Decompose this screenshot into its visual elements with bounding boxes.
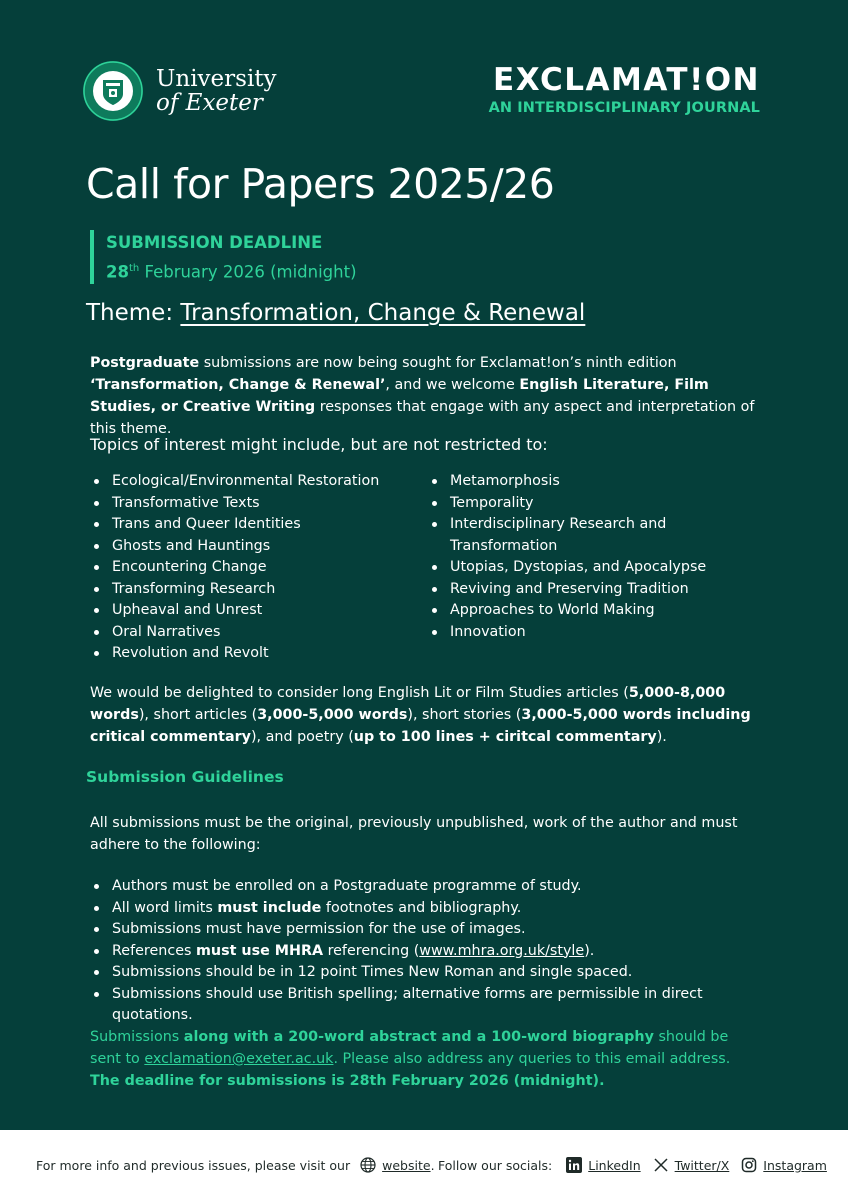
guidelines-heading: Submission Guidelines: [86, 768, 284, 786]
journal-name: EXCLAMAT!ON: [493, 62, 760, 98]
guideline-4-text-a: References: [112, 942, 196, 959]
topics-intro: Topics of interest might include, but are not restricted to:: [90, 435, 548, 454]
footer-info-suffix: .: [430, 1157, 435, 1173]
university-seal-icon: [82, 60, 144, 122]
guidelines-intro: All submissions must be the original, previously unpublished, work of the author and must adhere to the following:: [90, 815, 738, 853]
formats-bold-2: 5,000-8,000 words: [90, 685, 726, 723]
deadline-block: [90, 230, 357, 284]
formats-text-7: ), and poetry (: [250, 729, 354, 745]
list-item: Submissions must have permission for the use of images.: [90, 919, 770, 941]
intro-text-4: , and we welcome: [385, 377, 520, 393]
list-item: Innovation: [428, 622, 728, 644]
theme-line: [86, 300, 585, 326]
linkedin-link[interactable]: LinkedIn: [588, 1157, 641, 1173]
list-item: Oral Narratives: [90, 622, 410, 644]
list-item: Utopias, Dystopias, and Apocalypse: [428, 557, 728, 579]
list-item: Authors must be enrolled on a Postgraduate programme of study.: [90, 876, 770, 898]
submit-text-1: Submissions: [90, 1029, 184, 1045]
formats-bold-8: up to 100 lines + ciritcal commentary: [353, 729, 657, 745]
topics-list-right: [428, 471, 728, 643]
deadline-day-suffix: th: [128, 263, 140, 274]
submit-bold-2: along with a 200-word abstract and a 100-word biography: [183, 1029, 654, 1045]
formats-text-1: We would be delighted to consider long English Lit or Film Studies articles (: [90, 685, 629, 701]
submit-text-4: . Please also address any queries to this email address.: [333, 1051, 731, 1067]
formats-bold-6: 3,000-5,000 words including critical commentary: [90, 707, 751, 745]
university-name-line1: University: [156, 66, 277, 92]
list-item: Interdisciplinary Research and Transformation: [428, 514, 728, 557]
twitter-link[interactable]: Twitter/X: [674, 1157, 730, 1173]
guideline-4-text-d: ).: [584, 942, 595, 959]
guidelines-list: [90, 876, 770, 1027]
intro-bold-3: ‘Transformation, Change & Renewal’: [90, 377, 386, 393]
formats-paragraph: [90, 682, 760, 748]
footer-socials: [438, 1157, 827, 1173]
intro-text-2: submissions are now being sought for Exclamat!on’s ninth edition: [199, 355, 677, 371]
topics-list-left: [90, 471, 410, 665]
list-item: Ecological/Environmental Restoration: [90, 471, 410, 493]
guideline-4-text-c: referencing (: [323, 942, 420, 959]
guideline-4-bold: must use MHRA: [196, 942, 324, 959]
instagram-icon[interactable]: [741, 1157, 757, 1173]
university-name: [156, 67, 277, 115]
deadline-rest: February 2026 (midnight): [139, 262, 357, 282]
footer-info: [36, 1157, 435, 1173]
socials-text: Follow our socials:: [438, 1157, 553, 1173]
list-item: Trans and Queer Identities: [90, 514, 410, 536]
intro-paragraph: [90, 352, 760, 440]
list-item: Transforming Research: [90, 579, 410, 601]
formats-text-9: ).: [656, 729, 667, 745]
list-item: Ghosts and Hauntings: [90, 536, 410, 558]
list-item: Temporality: [428, 493, 728, 515]
formats-text-3: ), short articles (: [138, 707, 258, 723]
list-item: [90, 898, 770, 920]
submission-note: [90, 1026, 760, 1092]
list-item: Submissions should be in 12 point Times New Roman and single spaced.: [90, 962, 770, 984]
deadline-day: 28: [106, 262, 129, 282]
formats-text-5: ), short stories (: [407, 707, 522, 723]
x-icon[interactable]: [653, 1157, 669, 1173]
list-item: Upheaval and Unrest: [90, 600, 410, 622]
page-title: Call for Papers 2025/26: [86, 160, 555, 208]
linkedin-icon[interactable]: [566, 1157, 582, 1173]
instagram-link[interactable]: Instagram: [763, 1157, 827, 1173]
deadline-heading: SUBMISSION DEADLINE: [106, 233, 323, 252]
intro-bold-1: Postgraduate: [90, 355, 200, 371]
university-logo: [82, 60, 277, 122]
list-item: Encountering Change: [90, 557, 410, 579]
website-link[interactable]: website: [382, 1157, 431, 1173]
list-item: Metamorphosis: [428, 471, 728, 493]
list-item: Submissions should use British spelling; alternative forms are permissible in direct quotations.: [90, 984, 770, 1027]
journal-logo: [489, 62, 760, 116]
list-item: Approaches to World Making: [428, 600, 728, 622]
university-name-line2: of Exeter: [156, 90, 263, 116]
footer: [0, 1130, 848, 1200]
deadline-date: [106, 256, 357, 286]
guideline-2-text-c: footnotes and bibliography.: [321, 899, 522, 916]
theme-label: Theme:: [86, 300, 181, 326]
email-link[interactable]: exclamation@exeter.ac.uk: [144, 1051, 334, 1067]
list-item: [90, 941, 770, 963]
guideline-2-bold: must include: [217, 899, 322, 916]
list-item: Revolution and Revolt: [90, 643, 410, 665]
footer-info-text: For more info and previous issues, please visit our: [36, 1157, 351, 1173]
guideline-2-text-a: All word limits: [112, 899, 218, 916]
journal-subtitle: AN INTERDISCIPLINARY JOURNAL: [488, 100, 760, 116]
formats-bold-4: 3,000-5,000 words: [257, 707, 408, 723]
theme-value: Transformation, Change & Renewal: [180, 300, 586, 326]
intro-bold-5: English Literature, Film Studies, or Creative Writing: [90, 377, 709, 415]
intro-text-6: responses that engage with any aspect and interpretation of this theme.: [90, 399, 755, 437]
list-item: Reviving and Preserving Tradition: [428, 579, 728, 601]
submit-deadline-bold: The deadline for submissions is 28th February 2026 (midnight).: [90, 1073, 605, 1089]
globe-icon: [360, 1157, 376, 1173]
list-item: Transformative Texts: [90, 493, 410, 515]
submit-text-3: should be sent to: [90, 1029, 729, 1067]
mhra-link[interactable]: www.mhra.org.uk/style: [419, 942, 585, 959]
